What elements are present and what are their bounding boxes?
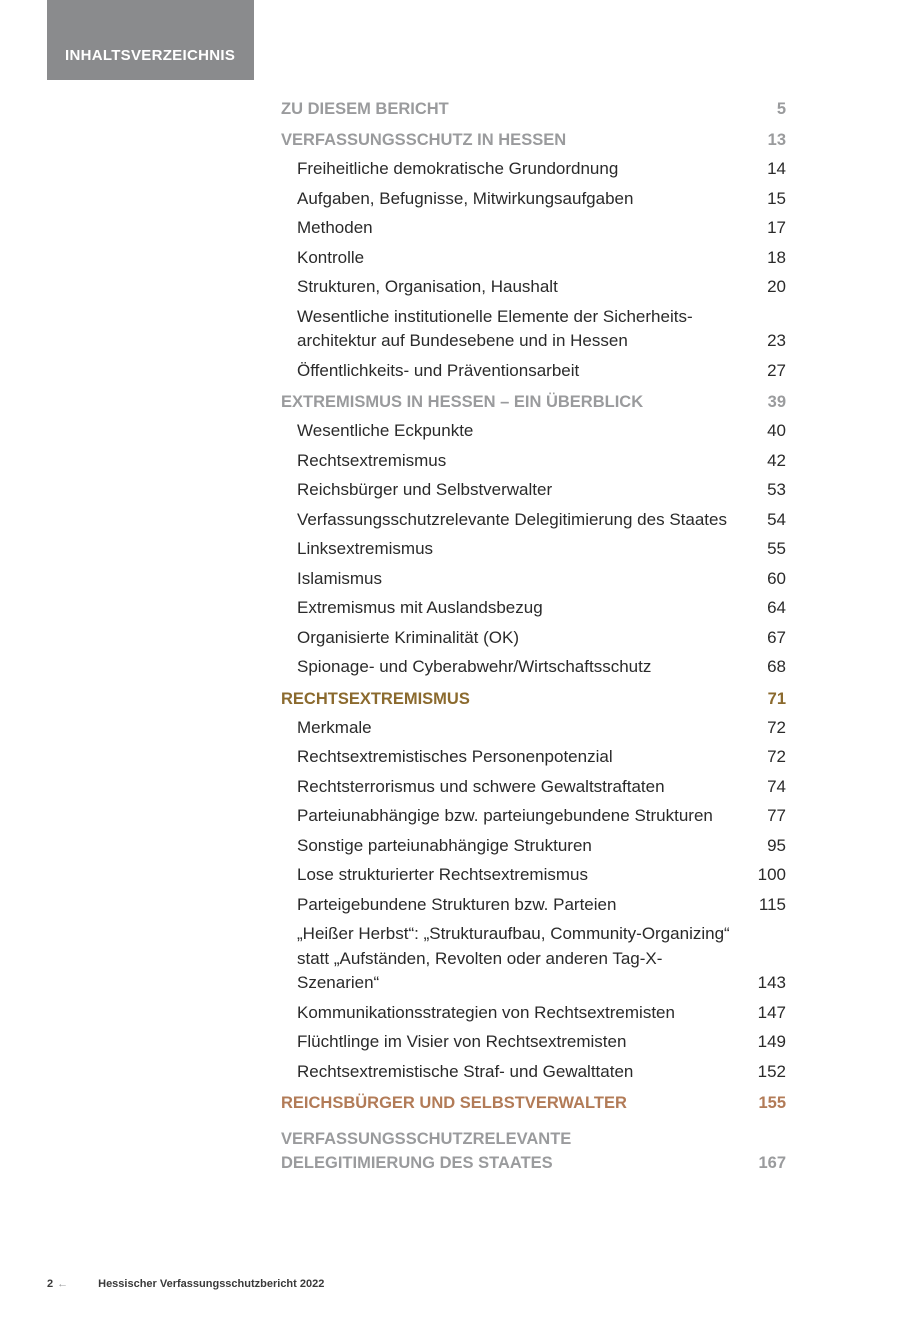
toc-entry-page: 74 [767,776,786,796]
toc-entry-page: 149 [757,1032,786,1051]
toc-entry-page: 72 [767,747,786,766]
toc-entry-title: Rechtsterrorismus und schwere Gewaltstraftaten [297,776,665,796]
toc-entry-page: 68 [767,657,786,676]
toc-entry[interactable] [281,216,786,241]
toc-entry[interactable] [281,275,786,300]
toc-entry[interactable] [281,449,786,474]
toc-entry-title: Wesentliche institutionelle Elemente der Sicherheits- architektur auf Bundesebene und in Hessen [297,306,693,350]
toc-entry[interactable] [281,1001,786,1026]
toc-section-current[interactable] [281,687,786,711]
toc-entry-title: Wesentliche Eckpunkte [297,421,474,440]
toc-entry-page: 20 [767,277,786,296]
toc-entry-title: Parteiunabhängige bzw. parteiungebundene Strukturen [297,806,713,825]
toc-entry-title: Kommunikationsstrategien von Rechtsextremisten [297,1002,675,1022]
toc-entry-title: Extremismus mit Auslandsbezug [297,598,543,617]
toc-entry-page: 115 [758,894,786,914]
toc-entry-title: Sonstige parteiunabhängige Strukturen [297,835,592,855]
toc-entry-page: 15 [767,188,786,208]
toc-entry[interactable] [281,537,786,562]
toc-entry-title: Rechtsextremistische Straf- und Gewalttaten [297,1061,634,1081]
toc-entry-title: Flüchtlinge im Visier von Rechtsextremisten [297,1032,627,1051]
toc-entry-page: 77 [767,806,786,825]
toc-section-page: 167 [758,1154,786,1172]
publication-title: Hessischer Verfassungsschutzbericht 2022 [98,1278,325,1290]
page-number: 2 [47,1278,54,1290]
toc-entry-title: Reichsbürger und Selbstverwalter [297,480,553,499]
toc-entry-title: Spionage- und Cyberabwehr/Wirtschaftsschutz [297,657,652,676]
back-arrow-icon[interactable]: ← [57,1278,69,1290]
toc-entry-title: Linksextremismus [297,539,434,558]
toc-entry-title: Öffentlichkeits- und Präventionsarbeit [297,360,580,380]
toc-section[interactable] [281,97,786,121]
toc-entry[interactable] [281,626,786,651]
toc-section-title: RECHTSEXTREMISMUS [281,689,470,708]
toc-section-page: 155 [758,1094,786,1112]
toc-entry-page: 147 [757,1002,786,1022]
toc-section[interactable] [281,1091,786,1115]
toc-entry-page: 14 [767,159,786,178]
toc-entry-title: Merkmale [297,717,372,737]
toc-entry-page: 143 [757,973,786,992]
toc-section-page: 5 [776,100,786,118]
toc-section-title: EXTREMISMUS IN HESSEN – EIN ÜBERBLICK [281,393,644,411]
toc-entry[interactable] [281,419,786,444]
toc-entry-page: 23 [767,331,786,350]
toc-entry[interactable] [281,359,786,384]
toc-entry-page: 60 [767,568,786,588]
toc-section[interactable] [281,128,786,152]
toc-entry-title: Verfassungsschutzrelevante Delegitimierung des Staates [297,509,727,529]
toc-entry[interactable] [281,893,786,918]
toc-entry-title: „Heißer Herbst“: „Strukturaufbau, Community-Organizing“ statt „Aufständen, Revolten oder anderen Tag-X-Szenarien“ [297,924,730,992]
toc-entry-page: 53 [767,480,786,499]
toc-entry-page: 54 [767,509,786,529]
toc-entry-page: 55 [767,539,786,558]
toc-entry[interactable] [281,775,786,800]
toc-entry[interactable] [281,922,786,996]
toc-entry-title: Freiheitliche demokratische Grundordnung [297,159,619,178]
toc-entry-title: Aufgaben, Befugnisse, Mitwirkungsaufgaben [297,188,634,208]
toc-entry-title: Rechtsextremistisches Personenpotenzial [297,747,613,766]
toc-entry[interactable] [281,1030,786,1055]
toc-entry-page: 64 [767,598,786,617]
toc-entry[interactable] [281,1060,786,1085]
toc-entry[interactable] [281,655,786,680]
toc-entry[interactable] [281,187,786,212]
toc-entry-page: 18 [767,247,786,267]
toc-entry-title: Strukturen, Organisation, Haushalt [297,277,558,296]
toc-section-page: 39 [767,393,786,411]
toc-section-title: VERFASSUNGSSCHUTZRELEVANTE DELEGITIMIERUNG DES STAATES [281,1130,572,1172]
toc-entry[interactable] [281,478,786,503]
toc-entry[interactable] [281,305,786,354]
toc-entry-title: Parteigebundene Strukturen bzw. Parteien [297,894,617,914]
toc-header-tab [47,0,254,80]
toc-entry-page: 42 [767,450,786,470]
toc-entry-title: Rechtsextremismus [297,450,447,470]
toc-section[interactable] [281,390,786,414]
toc-entry-page: 72 [767,717,786,737]
toc-entry-page: 40 [767,421,786,440]
toc-entry-page: 100 [757,865,786,884]
toc-section-page: 71 [767,689,786,708]
toc-section-page: 13 [767,131,786,149]
table-of-contents [281,97,786,1175]
toc-entry-title: Organisierte Kriminalität (OK) [297,627,520,647]
toc-entry[interactable] [281,745,786,770]
toc-entry[interactable] [281,834,786,859]
toc-entry[interactable] [281,567,786,592]
toc-header-label: INHALTSVERZEICHNIS [65,47,236,64]
toc-section-title: ZU DIESEM BERICHT [281,100,449,118]
toc-entry-page: 27 [767,360,786,380]
toc-entry[interactable] [281,804,786,829]
toc-entry-title: Lose strukturierter Rechtsextremismus [297,865,588,884]
toc-entry[interactable] [281,246,786,271]
toc-entry-page: 17 [767,218,786,237]
toc-entry[interactable] [281,157,786,182]
toc-section-title: VERFASSUNGSSCHUTZ IN HESSEN [281,131,567,149]
toc-entry-page: 152 [757,1061,786,1081]
toc-entry[interactable] [281,863,786,888]
toc-entry-page: 95 [767,835,786,855]
toc-entry-page: 67 [767,627,786,647]
toc-entry-title: Kontrolle [297,247,365,267]
toc-section-title: REICHSBÜRGER UND SELBSTVERWALTER [281,1094,627,1112]
toc-entry[interactable] [281,508,786,533]
toc-entry-title: Islamismus [297,568,383,588]
toc-section[interactable] [281,1127,786,1175]
page-footer [47,1278,324,1290]
toc-entry-title: Methoden [297,218,373,237]
toc-entry[interactable] [281,716,786,741]
toc-entry[interactable] [281,596,786,621]
